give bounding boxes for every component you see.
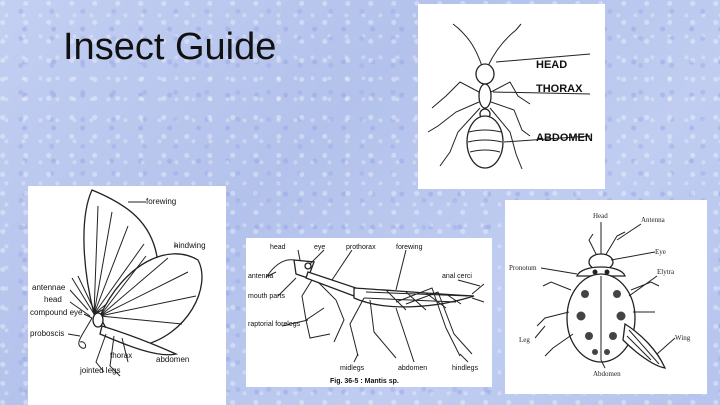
butterfly-label-jointed-legs: jointed legs [80,366,121,375]
ladybug-illustration [505,200,707,394]
mantis-label-raptorial-forelegs: raptorial forelegs [248,321,301,328]
butterfly-label-thorax: thorax [110,351,133,360]
ladybug-label-eye: Eye [655,248,666,256]
butterfly-label-hindwing: hindwing [174,241,206,250]
mantis-label-antenna: antenna [248,273,274,280]
butterfly-label-antennae: antennae [32,283,66,292]
mantis-label-eye: eye [314,244,326,251]
mantis-label-abdomen: abdomen [398,365,428,372]
ant-label-head: HEAD [536,59,568,71]
mantis-illustration [246,238,492,387]
mantis-label-prothorax: prothorax [346,244,376,251]
ladybug-label-leg: Leg [519,336,530,344]
mantis-label-forewing: forewing [396,244,423,251]
ladybug-label-pronotum: Pronotum [509,264,537,272]
butterfly-label-abdomen: abdomen [156,355,190,364]
ant-label-abdomen: ABDOMEN [536,132,593,144]
butterfly-label-forewing: forewing [146,197,177,206]
mantis-label-anal-cerci: anal cerci [442,273,472,280]
ant-illustration [418,4,605,189]
ant-label-thorax: THORAX [536,83,583,95]
mantis-caption: Fig. 36-5 : Mantis sp. [330,378,399,385]
butterfly-diagram [28,186,226,405]
ladybug-diagram [505,200,707,394]
ladybug-label-wing: Wing [675,334,691,342]
slide-title: Insect Guide [63,26,277,68]
mantis-label-mouth-parts: mouth parts [248,293,285,300]
ladybug-label-abdomen: Abdomen [593,370,621,378]
butterfly-label-compound-eye: compound eye [30,308,83,317]
mantis-label-head: head [270,244,286,251]
mantis-label-midlegs: midlegs [340,365,365,372]
ladybug-label-antenna: Antenna [641,216,665,224]
ant-diagram [418,4,605,189]
butterfly-label-head: head [44,295,62,304]
butterfly-label-proboscis: proboscis [30,329,65,338]
butterfly-illustration [28,186,226,405]
mantis-label-hindlegs: hindlegs [452,365,479,372]
ladybug-label-elytra: Elytra [657,268,675,276]
ladybug-label-head: Head [593,212,608,220]
mantis-diagram [246,238,492,387]
